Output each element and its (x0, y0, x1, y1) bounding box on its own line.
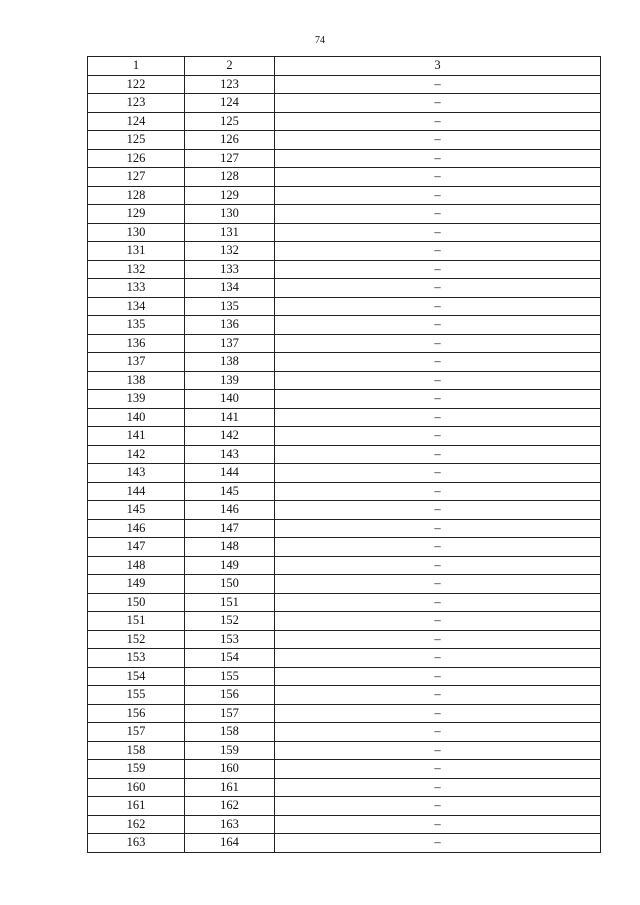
table-row (88, 593, 601, 612)
table-cell-col-2: 164 (185, 834, 275, 853)
table-row (88, 205, 601, 224)
table-row (88, 630, 601, 649)
table-cell-col-1: 128 (88, 186, 185, 205)
table-cell-col-1: 124 (88, 112, 185, 131)
table-cell-col-2: 158 (185, 723, 275, 742)
table-cell-col-3: – (275, 149, 601, 168)
table-cell-col-3: – (275, 667, 601, 686)
table-row (88, 538, 601, 557)
table-cell-col-3: – (275, 834, 601, 853)
table-cell-col-2: 152 (185, 612, 275, 631)
table-cell-col-2: 161 (185, 778, 275, 797)
table-cell-col-2: 135 (185, 297, 275, 316)
table-cell-col-2: 137 (185, 334, 275, 353)
table-cell-col-3: – (275, 186, 601, 205)
table-body (88, 75, 601, 852)
table-cell-col-3: – (275, 741, 601, 760)
table-cell-col-3: – (275, 482, 601, 501)
table-cell-col-2: 127 (185, 149, 275, 168)
table-cell-col-3: – (275, 445, 601, 464)
table-cell-col-1: 154 (88, 667, 185, 686)
table-row (88, 223, 601, 242)
table-cell-col-1: 129 (88, 205, 185, 224)
table-row (88, 279, 601, 298)
table-cell-col-1: 141 (88, 427, 185, 446)
table-row (88, 501, 601, 520)
table-cell-col-1: 152 (88, 630, 185, 649)
table-cell-col-1: 161 (88, 797, 185, 816)
table-cell-col-2: 138 (185, 353, 275, 372)
table-cell-col-2: 159 (185, 741, 275, 760)
table-cell-col-2: 162 (185, 797, 275, 816)
table-cell-col-3: – (275, 538, 601, 557)
table-row (88, 390, 601, 409)
table-cell-col-1: 145 (88, 501, 185, 520)
table-row (88, 260, 601, 279)
table-cell-col-1: 157 (88, 723, 185, 742)
table-cell-col-1: 132 (88, 260, 185, 279)
table-cell-col-1: 131 (88, 242, 185, 261)
table-cell-col-3: – (275, 427, 601, 446)
table-row (88, 704, 601, 723)
table-row (88, 815, 601, 834)
table-row (88, 519, 601, 538)
table-cell-col-1: 160 (88, 778, 185, 797)
table-cell-col-3: – (275, 131, 601, 150)
table-row (88, 242, 601, 261)
table-row (88, 316, 601, 335)
table-cell-col-3: – (275, 501, 601, 520)
table-cell-col-1: 134 (88, 297, 185, 316)
table-cell-col-1: 151 (88, 612, 185, 631)
table-cell-col-3: – (275, 168, 601, 187)
table-cell-col-3: – (275, 778, 601, 797)
table-cell-col-3: – (275, 612, 601, 631)
table-cell-col-3: – (275, 223, 601, 242)
table-row (88, 186, 601, 205)
table-cell-col-1: 149 (88, 575, 185, 594)
table-cell-col-2: 139 (185, 371, 275, 390)
table-cell-col-3: – (275, 723, 601, 742)
table-cell-col-2: 155 (185, 667, 275, 686)
table-cell-col-2: 123 (185, 75, 275, 94)
page-number: 74 (315, 35, 325, 46)
table-cell-col-2: 163 (185, 815, 275, 834)
table-cell-col-1: 163 (88, 834, 185, 853)
table-cell-col-3: – (275, 464, 601, 483)
table-row (88, 94, 601, 113)
table-cell-col-2: 128 (185, 168, 275, 187)
table-cell-col-3: – (275, 575, 601, 594)
table-cell-col-2: 126 (185, 131, 275, 150)
table-cell-col-3: – (275, 704, 601, 723)
table-cell-col-3: – (275, 408, 601, 427)
table-cell-col-2: 145 (185, 482, 275, 501)
table-cell-col-1: 159 (88, 760, 185, 779)
table-cell-col-2: 142 (185, 427, 275, 446)
table-cell-col-2: 151 (185, 593, 275, 612)
table-cell-col-3: – (275, 112, 601, 131)
table-cell-col-1: 136 (88, 334, 185, 353)
table-cell-col-3: – (275, 686, 601, 705)
table-cell-col-1: 126 (88, 149, 185, 168)
table-cell-col-1: 135 (88, 316, 185, 335)
table-cell-col-2: 143 (185, 445, 275, 464)
table-cell-col-1: 127 (88, 168, 185, 187)
table-cell-col-1: 130 (88, 223, 185, 242)
table-cell-col-2: 124 (185, 94, 275, 113)
table-cell-col-2: 156 (185, 686, 275, 705)
table-row (88, 667, 601, 686)
table-cell-col-3: – (275, 797, 601, 816)
table-row (88, 778, 601, 797)
table-cell-col-3: – (275, 630, 601, 649)
table-cell-col-2: 154 (185, 649, 275, 668)
data-table (87, 56, 601, 853)
table-row (88, 149, 601, 168)
table-row (88, 131, 601, 150)
table-row (88, 834, 601, 853)
table-row (88, 556, 601, 575)
table-cell-col-1: 148 (88, 556, 185, 575)
table-cell-col-2: 147 (185, 519, 275, 538)
table-cell-col-2: 129 (185, 186, 275, 205)
table-cell-col-1: 146 (88, 519, 185, 538)
table-cell-col-3: – (275, 815, 601, 834)
table-cell-col-1: 137 (88, 353, 185, 372)
table-row (88, 797, 601, 816)
table-cell-col-3: – (275, 334, 601, 353)
table-cell-col-1: 150 (88, 593, 185, 612)
table-row (88, 612, 601, 631)
table-cell-col-3: – (275, 390, 601, 409)
column-header-1: 1 (88, 57, 185, 76)
table-cell-col-2: 131 (185, 223, 275, 242)
table-cell-col-1: 162 (88, 815, 185, 834)
table-cell-col-3: – (275, 593, 601, 612)
table-row (88, 75, 601, 94)
table-cell-col-2: 160 (185, 760, 275, 779)
table-cell-col-1: 139 (88, 390, 185, 409)
table-cell-col-2: 136 (185, 316, 275, 335)
table-cell-col-1: 133 (88, 279, 185, 298)
table-cell-col-1: 158 (88, 741, 185, 760)
table-cell-col-1: 156 (88, 704, 185, 723)
table-cell-col-2: 130 (185, 205, 275, 224)
table-cell-col-3: – (275, 519, 601, 538)
table-row (88, 464, 601, 483)
table-cell-col-1: 155 (88, 686, 185, 705)
table-row (88, 723, 601, 742)
table-row (88, 427, 601, 446)
table-cell-col-1: 122 (88, 75, 185, 94)
table-cell-col-3: – (275, 297, 601, 316)
table-row (88, 649, 601, 668)
table-cell-col-1: 144 (88, 482, 185, 501)
table-cell-col-2: 141 (185, 408, 275, 427)
table-cell-col-3: – (275, 760, 601, 779)
table-row (88, 445, 601, 464)
table-cell-col-1: 138 (88, 371, 185, 390)
table-cell-col-1: 123 (88, 94, 185, 113)
column-header-3: 3 (275, 57, 601, 76)
table-row (88, 168, 601, 187)
table-cell-col-2: 140 (185, 390, 275, 409)
table-cell-col-3: – (275, 205, 601, 224)
table-cell-col-2: 134 (185, 279, 275, 298)
table-cell-col-1: 140 (88, 408, 185, 427)
table-cell-col-2: 157 (185, 704, 275, 723)
table-cell-col-1: 153 (88, 649, 185, 668)
table-cell-col-3: – (275, 649, 601, 668)
table-cell-col-2: 153 (185, 630, 275, 649)
table-row (88, 760, 601, 779)
table-row (88, 353, 601, 372)
table-cell-col-2: 146 (185, 501, 275, 520)
table-cell-col-3: – (275, 279, 601, 298)
header-row (88, 57, 601, 76)
table-header (88, 57, 601, 76)
table-cell-col-2: 148 (185, 538, 275, 557)
table-cell-col-1: 125 (88, 131, 185, 150)
table-row (88, 741, 601, 760)
table-cell-col-3: – (275, 371, 601, 390)
table-row (88, 297, 601, 316)
table-cell-col-3: – (275, 75, 601, 94)
table-cell-col-2: 125 (185, 112, 275, 131)
column-header-2: 2 (185, 57, 275, 76)
table-cell-col-2: 149 (185, 556, 275, 575)
table-cell-col-3: – (275, 242, 601, 261)
table-cell-col-2: 150 (185, 575, 275, 594)
table-cell-col-1: 142 (88, 445, 185, 464)
table-cell-col-2: 132 (185, 242, 275, 261)
table-row (88, 112, 601, 131)
table-row (88, 408, 601, 427)
table-cell-col-3: – (275, 94, 601, 113)
table-row (88, 334, 601, 353)
table-row (88, 371, 601, 390)
table-cell-col-3: – (275, 316, 601, 335)
table-row (88, 686, 601, 705)
table-row (88, 575, 601, 594)
table-cell-col-2: 144 (185, 464, 275, 483)
table-cell-col-2: 133 (185, 260, 275, 279)
table-cell-col-3: – (275, 353, 601, 372)
table-cell-col-1: 147 (88, 538, 185, 557)
table-cell-col-3: – (275, 260, 601, 279)
table-cell-col-3: – (275, 556, 601, 575)
table-cell-col-1: 143 (88, 464, 185, 483)
table-row (88, 482, 601, 501)
